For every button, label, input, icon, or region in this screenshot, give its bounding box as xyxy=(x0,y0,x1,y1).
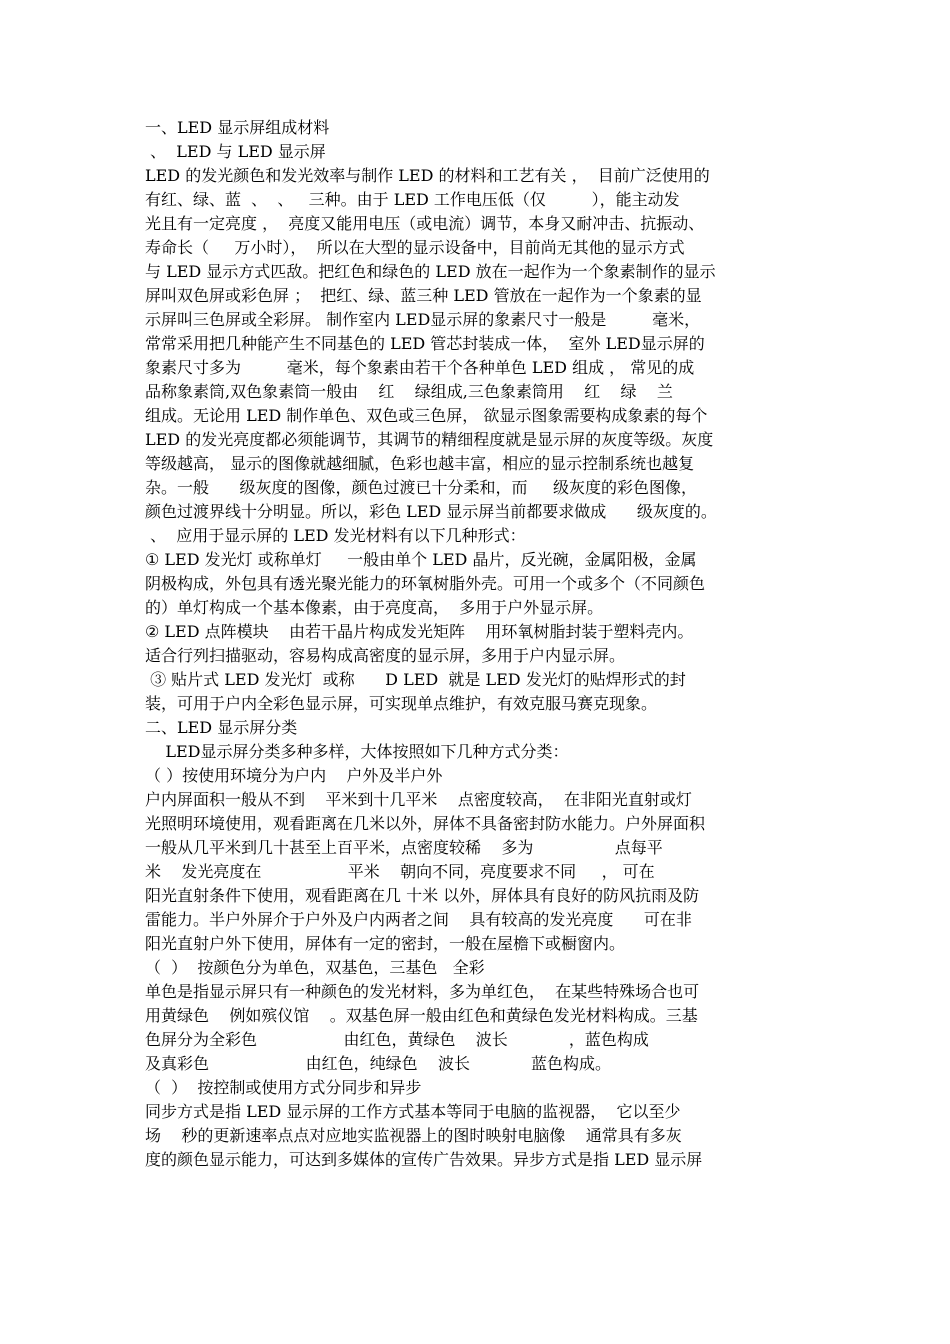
text-line: 象素尺寸多为 毫米，每个象素由若干个各种单色 LED 组成 ， 常见的成 xyxy=(145,358,695,377)
subheading-2-2: （ ） 按颜色分为单色，双基色，三基色 全彩 xyxy=(145,958,485,977)
text-line: 阳光直射条件下使用，观看距离在几 十米 以外，屏体具有良好的防风抗雨及防 xyxy=(145,886,700,905)
text-line: LED显示屏分类多种多样，大体按照如下几种方式分类： xyxy=(145,742,569,761)
subheading-2-3: （ ） 按控制或使用方式分同步和异步 xyxy=(145,1078,422,1097)
text-line: 阳光直射户外下使用，屏体有一定的密封，一般在屋檐下或橱窗内。 xyxy=(145,934,626,953)
text-line: 同步方式是指 LED 显示屏的工作方式基本等同于电脑的监视器， 它以至少 xyxy=(145,1102,681,1121)
text-line: 组成。无论用 LED 制作单色、双色或三色屏， 欲显示图象需要构成象素的每个 xyxy=(145,406,708,425)
text-line: 雷能力。半户外屏介于户外及户内两者之间 具有较高的发光亮度 可在非 xyxy=(145,910,692,929)
text-line: 色屏分为全彩色 由红色，黄绿色 波长 ，蓝色构成 xyxy=(145,1030,649,1049)
text-line: 用黄绿色 例如殡仪馆 。双基色屏一般由红色和黄绿色发光材料构成。三基 xyxy=(145,1006,698,1025)
text-line: ① LED 发光灯 或称单灯 一般由单个 LED 晶片，反光碗，金属阳极，金属 xyxy=(145,550,697,569)
text-line: 光且有一定亮度 ， 亮度又能用电压（或电流）调节，本身又耐冲击、抗振动、 xyxy=(145,214,705,233)
text-line: 品称象素筒,双色象素筒一般由 红 绿组成,三色象素筒用 红 绿 兰 xyxy=(145,382,673,401)
text-line: 寿命长（ 万小时）， 所以在大型的显示设备中，目前尚无其他的显示方式 xyxy=(145,238,685,257)
text-line: 与 LED 显示方式匹敌。把红色和绿色的 LED 放在一起作为一个象素制作的显示 xyxy=(145,262,716,281)
text-line: 杂。一般 级灰度的图像，颜色过渡已十分柔和，而 级灰度的彩色图像， xyxy=(145,478,697,497)
heading-2: 二、LED 显示屏分类 xyxy=(145,718,298,737)
text-line: 场 秒的更新速率点点对应地实监视器上的图时映射电脑像 通常具有多灰 xyxy=(145,1126,682,1145)
text-line: 一般从几平米到几十甚至上百平米，点密度较稀 多为 点每平 xyxy=(145,838,663,857)
text-line: ③ 贴片式 LED 发光灯 或称 D LED 就是 LED 发光灯的贴焊形式的封 xyxy=(145,670,686,689)
text-line: ② LED 点阵模块 由若干晶片构成发光矩阵 用环氧树脂封装于塑料壳内。 xyxy=(145,622,694,641)
text-line: 装，可用于户内全彩色显示屏，可实现单点维护，有效克服马赛克现象。 xyxy=(145,694,658,713)
text-line: 示屏叫三色屏或全彩屏。 制作室内 LED显示屏的象素尺寸一般是 毫米， xyxy=(145,310,701,329)
text-line: 常常采用把几种能产生不同基色的 LED 管芯封装成一体， 室外 LED显示屏的 xyxy=(145,334,705,353)
text-line: 单色是指显示屏只有一种颜色的发光材料，多为单红色， 在某些特殊场合也可 xyxy=(145,982,700,1001)
subheading-2-1: （ ）按使用环境分为户内 户外及半户外 xyxy=(145,766,443,785)
text-line: 光照明环境使用，观看距离在几米以外，屏体不具备密封防水能力。户外屏面积 xyxy=(145,814,706,833)
text-line: LED 的发光颜色和发光效率与制作 LED 的材料和工艺有关 ， 目前广泛使用的 xyxy=(145,166,710,185)
text-line: 户内屏面积一般从不到 平米到十几平米 点密度较高， 在非阳光直射或灯 xyxy=(145,790,692,809)
text-line: 的）单灯构成一个基本像素，由于亮度高， 多用于户外显示屏。 xyxy=(145,598,604,617)
text-line: 适合行列扫描驱动，容易构成高密度的显示屏，多用于户内显示屏。 xyxy=(145,646,626,665)
text-line: 屏叫双色屏或彩色屏 ； 把红、绿、蓝三种 LED 管放在一起作为一个象素的显 xyxy=(145,286,702,305)
text-line: 阴极构成，外包具有透光聚光能力的环氧树脂外壳。可用一个或多个（不同颜色 xyxy=(145,574,706,593)
text-line: 及真彩色 由红色，纯绿色 波长 蓝色构成。 xyxy=(145,1054,612,1073)
text-line: 有红、绿、蓝 、 、 三种。由于 LED 工作电压低（仅 ），能主动发 xyxy=(145,190,680,209)
subheading-1-1: 、 LED 与 LED 显示屏 xyxy=(145,142,326,161)
text-line: LED 的发光亮度都必须能调节，其调节的精细程度就是显示屏的灰度等级。灰度 xyxy=(145,430,714,449)
text-line: 度的颜色显示能力，可达到多媒体的宣传广告效果。异步方式是指 LED 显示屏 xyxy=(145,1150,703,1169)
text-line: 颜色过渡界线十分明显。所以，彩色 LED 显示屏当前都要求做成 级灰度的。 xyxy=(145,502,717,521)
text-line: 米 发光亮度在 平米 朝向不同，亮度要求不同 ， 可在 xyxy=(145,862,655,881)
heading-1: 一、LED 显示屏组成材料 xyxy=(145,118,330,137)
subheading-1-2: 、 应用于显示屏的 LED 发光材料有以下几种形式： xyxy=(145,526,526,545)
text-line: 等级越高， 显示的图像就越细腻，色彩也越丰富，相应的显示控制系统也越复 xyxy=(145,454,695,473)
